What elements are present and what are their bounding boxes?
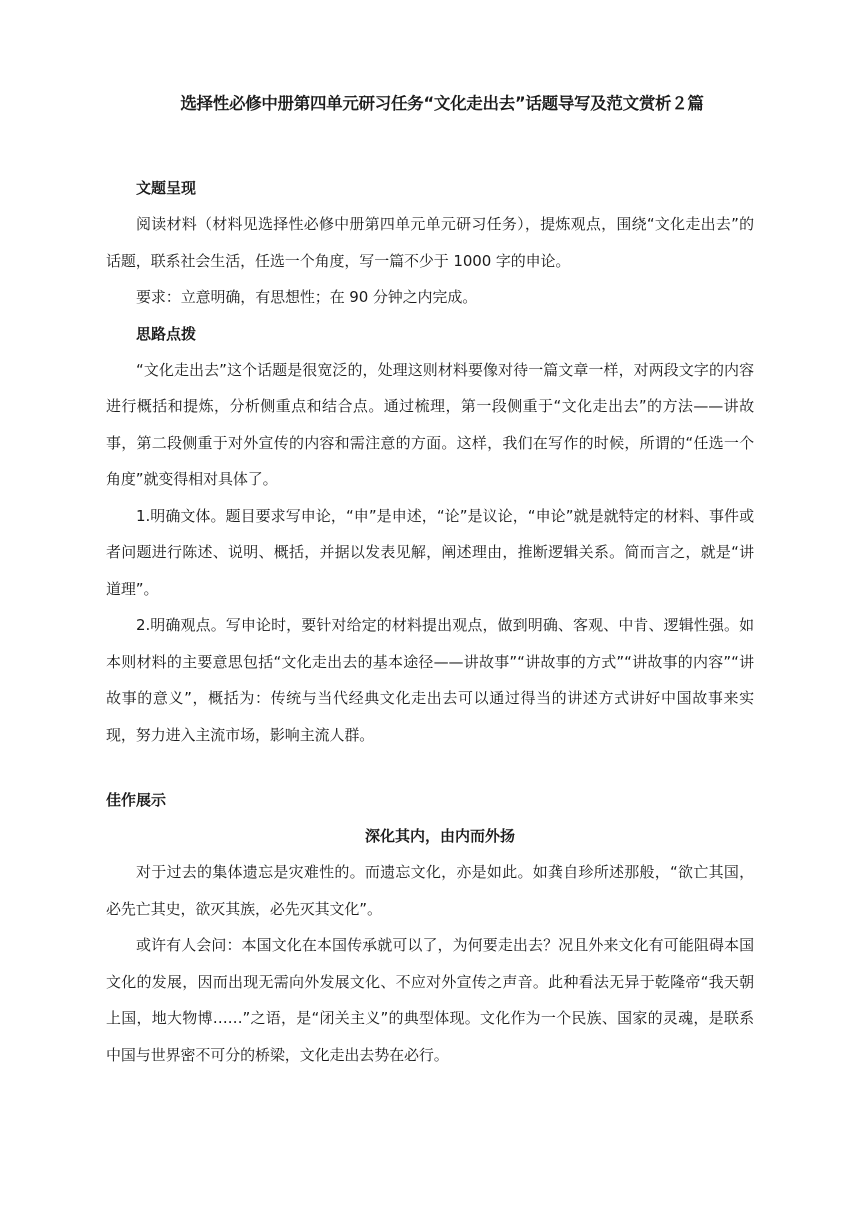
guidance-heading: 思路点拨 [136, 324, 197, 343]
document-title: 选择性必修中册第四单元研习任务“文化走出去”话题导写及范文赏析２篇 [180, 94, 704, 113]
spacer [106, 753, 754, 782]
guidance-paragraph: “文化走出去”这个话题是很宽泛的，处理这则材料要像对待一篇文章一样，对两段文字的内容进行概括和提炼，分析侧重点和结合点。通过梳理，第一段侧重于“文化走出去”的方法——讲故事，第二段侧重于对外宣传的内容和需注意的方面。这样，我们在写作的时候，所谓的“任选一个角度”就变得相对具体了。 [106, 360, 754, 488]
prompt-paragraph: 阅读材料（材料见选择性必修中册第四单元单元研习任务），提炼观点，围绕“文化走出去”的话题，联系社会生活，任选一个角度，写一篇不少于 1000 字的申论。 [106, 215, 754, 270]
guidance-point-1: 1.明确文体。题目要求写申论，“申”是申述，“论”是议论，“申论”就是就特定的材料、事件或者问题进行陈述、说明、概括，并据以发表见解，阐述理由，推断逻辑关系。简而言之，就是“讲道理”。 [106, 506, 754, 598]
essay-paragraph-2: 或许有人会问：本国文化在本国传承就可以了，为何要走出去？况且外来文化有可能阻碍本国文化的发展，因而出现无需向外发展文化、不应对外宣传之声音。此种看法无异于乾隆帝“我天朝上国，地大物博……”之语，是“闭关主义”的典型体现。文化作为一个民族、国家的灵魂，是联系中国与世界密不可分的桥梁，文化走出去势在必行。 [106, 936, 754, 1064]
guidance-point-2: 2.明确观点。写申论时，要针对给定的材料提出观点，做到明确、客观、中肯、逻辑性强。如本则材料的主要意思包括“文化走出去的基本途径——讲故事”“讲故事的方式”“讲故事的内容”“讲故事的意义”，概括为：传统与当代经典文化走出去可以通过得当的讲述方式讲好中国故事来实现，努力进入主流市场，影响主流人群。 [106, 616, 754, 744]
spacer [106, 120, 754, 170]
essay-paragraph-1: 对于过去的集体遗忘是灾难性的。而遗忘文化，亦是如此。如龚自珍所述那般，“欲亡其国，必先亡其史，欲灭其族，必先灭其文化”。 [106, 863, 754, 918]
requirement-paragraph: 要求：立意明确，有思想性；在 90 分钟之内完成。 [136, 288, 478, 306]
document-body [106, 88, 754, 1073]
essay-title: 深化其内，由内而外扬 [364, 827, 515, 845]
showcase-heading: 佳作展示 [106, 791, 167, 809]
prompt-heading: 文题呈现 [136, 179, 197, 197]
